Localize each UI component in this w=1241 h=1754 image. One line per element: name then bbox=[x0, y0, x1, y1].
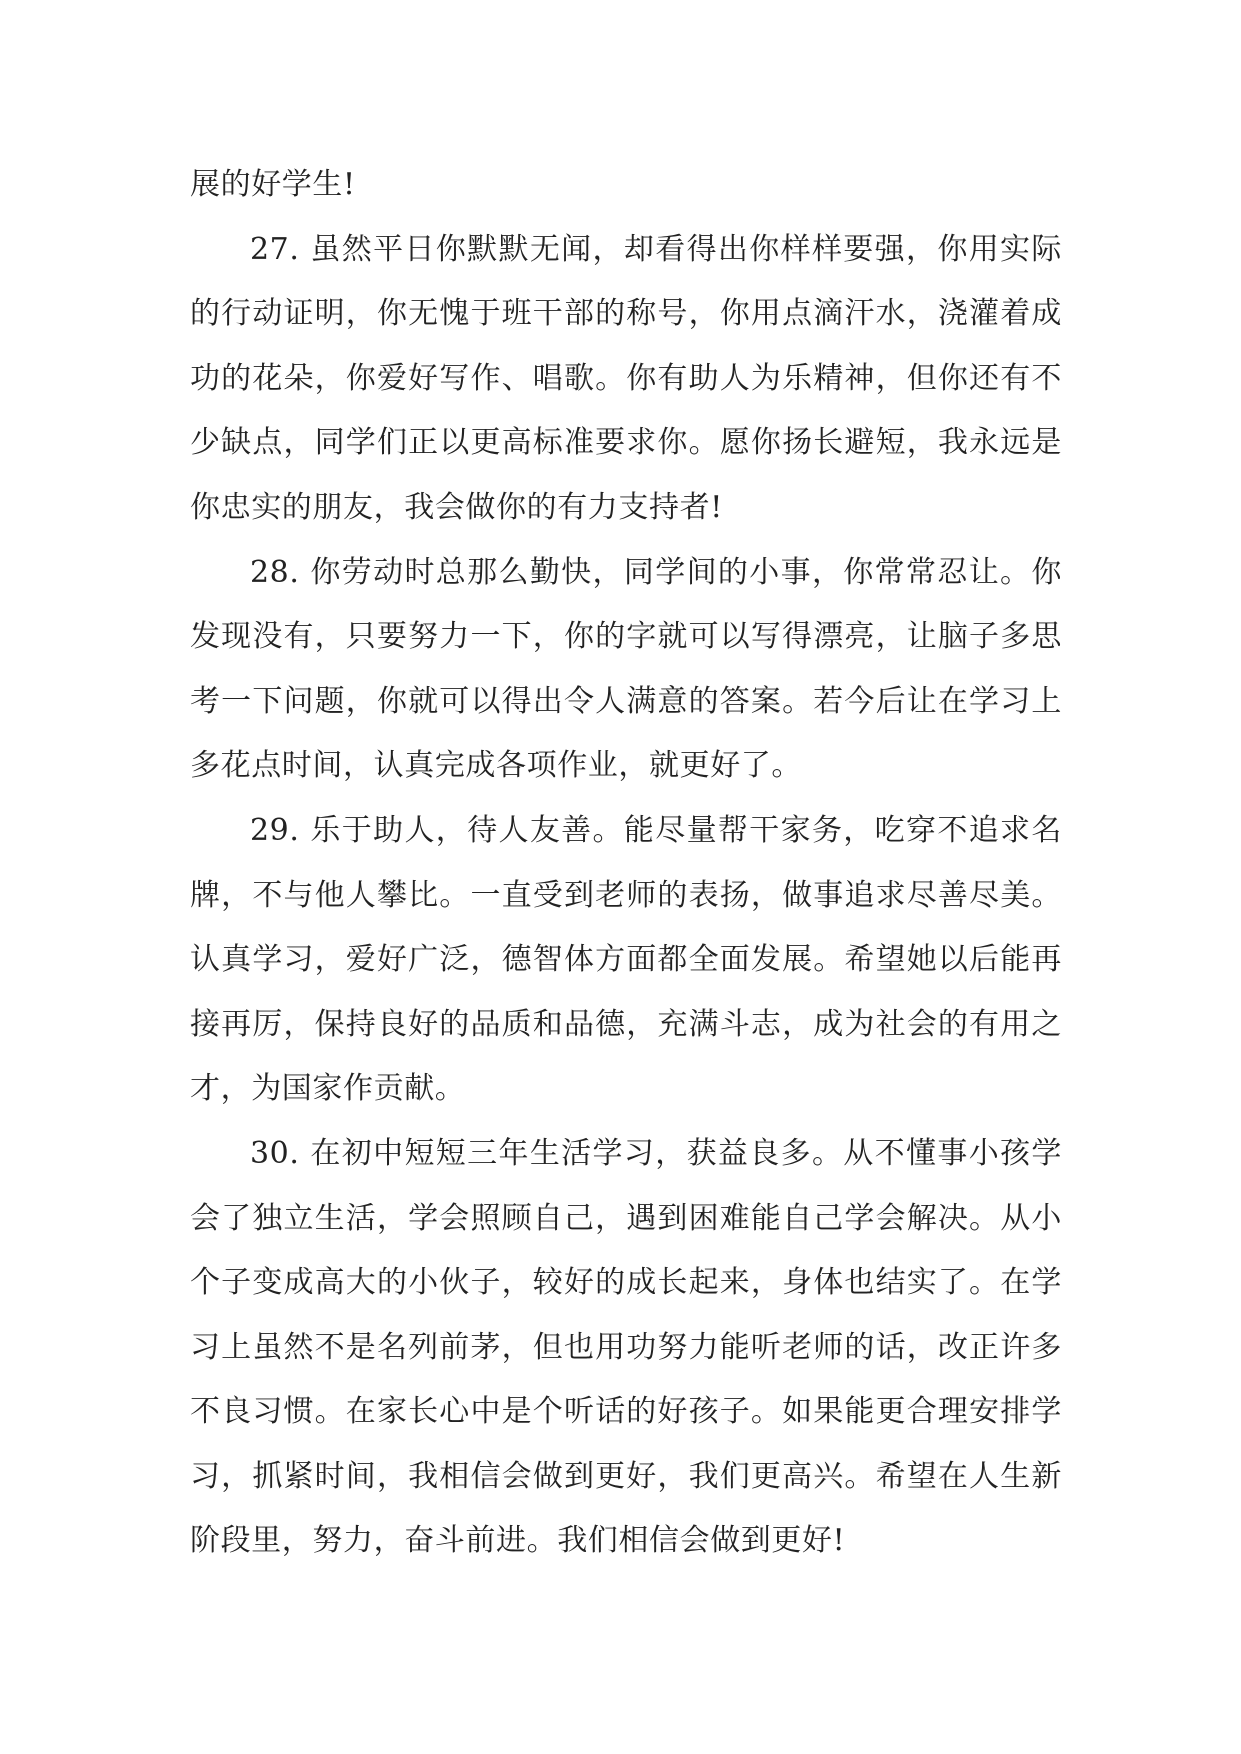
paragraph-continuation: 展的好学生! bbox=[190, 167, 356, 202]
paragraph-item-29: 29. 乐于助人，待人友善。能尽量帮干家务，吃穿不追求名牌，不与他人攀比。一直受到老师的表扬，做事追求尽善尽美。认真学习，爱好广泛，德智体方面都全面发展。希望她以后能再接再厉，保持良好的品质和品德，充满斗志，成为社会的有用之才，为国家作贡献。 bbox=[190, 812, 1062, 1107]
paragraph-item-28: 28. 你劳动时总那么勤快，同学间的小事，你常常忍让。你发现没有，只要努力一下，你的字就可以写得漂亮，让脑子多思考一下问题，你就可以得出令人满意的答案。若今后让在学习上多花点时间，认真完成各项作业，就更好了。 bbox=[190, 554, 1062, 784]
document-body bbox=[190, 153, 1062, 1574]
paragraph-item-30: 30. 在初中短短三年生活学习，获益良多。从不懂事小孩学会了独立生活，学会照顾自己，遇到困难能自己学会解决。从小个子变成高大的小伙子，较好的成长起来，身体也结实了。在学习上虽然不是名列前茅，但也用功努力能听老师的话，改正许多不良习惯。在家长心中是个听话的好孩子。如果能更合理安排学习，抓紧时间，我相信会做到更好，我们更高兴。希望在人生新阶段里，努力，奋斗前进。我们相信会做到更好! bbox=[190, 1135, 1062, 1559]
paragraph-item-27: 27. 虽然平日你默默无闻，却看得出你样样要强，你用实际的行动证明，你无愧于班干部的称号，你用点滴汗水，浇灌着成功的花朵，你爱好写作、唱歌。你有助人为乐精神，但你还有不少缺点，同学们正以更高标准要求你。愿你扬长避短，我永远是你忠实的朋友，我会做你的有力支持者! bbox=[190, 231, 1062, 525]
